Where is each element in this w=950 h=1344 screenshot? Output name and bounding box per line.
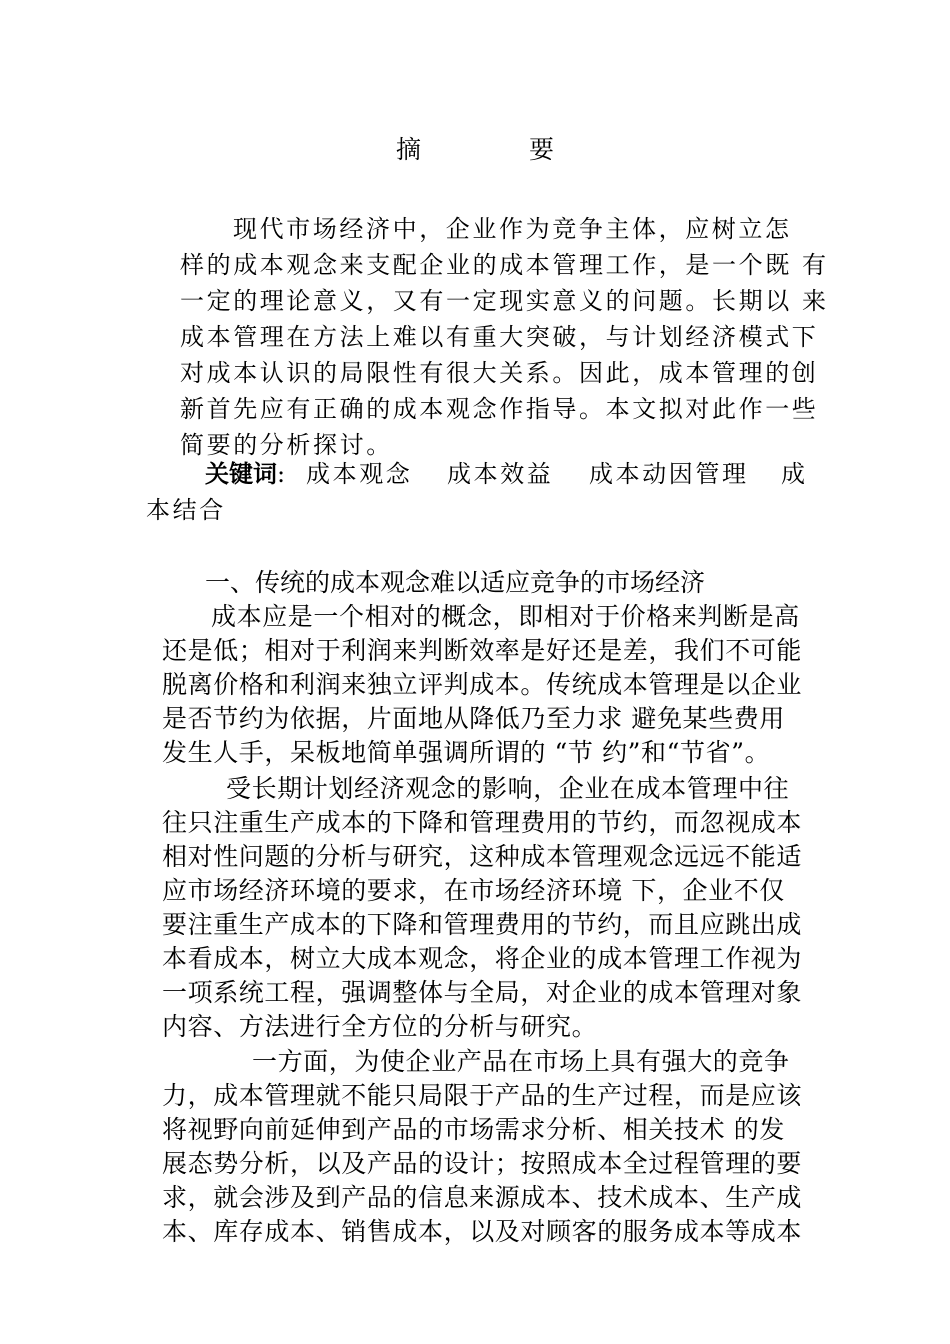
keywords-separator: : (277, 460, 288, 488)
paragraph-line: 发生人手，呆板地简单强调所谓的 “节 约”和“节省”。 (162, 738, 771, 767)
abstract-line: 样的成本观念来支配企业的成本管理工作，是一个既 有 (180, 251, 829, 279)
section-heading: 一、传统的成本观念难以适应竞争的市场经济 (205, 568, 706, 597)
paragraph-line: 受长期计划经济观念的影响，企业在成本管理中往 (226, 774, 790, 803)
abstract-line: 成本管理在方法上难以有重大突破，与计划经济模式下 (180, 323, 819, 351)
paragraph-line: 往只注重生产成本的下降和管理费用的节约，而忽视成本 (162, 808, 803, 837)
paragraph-line: 还是低；相对于利润来判断效率是好还是差，我们不可能 (162, 636, 803, 665)
abstract-line: 新首先应有正确的成本观念作指导。本文拟对此作一些 (180, 395, 819, 423)
paragraph-line: 脱离价格和利润来独立评判成本。传统成本管理是以企业 (162, 670, 803, 699)
paragraph-line: 一项系统工程，强调整体与全局，对企业的成本管理对象 (162, 978, 803, 1007)
keyword-item: 成本观念 (306, 460, 413, 488)
keyword-item: 成本效益 (447, 460, 554, 488)
paragraph-line: 求，就会涉及到产品的信息来源成本、技术成本、生产成 (162, 1183, 803, 1212)
keywords-continuation: 本结合 (146, 496, 226, 524)
paragraph-line: 相对性问题的分析与研究，这种成本管理观念远远不能适 (162, 842, 803, 871)
paragraph-line: 力，成本管理就不能只局限于产品的生产过程，而是应该 (162, 1081, 803, 1110)
abstract-line: 现代市场经济中，企业作为竞争主体，应树立怎 (233, 215, 792, 243)
paragraph-line: 是否节约为依据，片面地从降低乃至力求 避免某些费用 (162, 704, 785, 733)
paragraph-line: 本、库存成本、销售成本，以及对顾客的服务成本等成本 (162, 1217, 803, 1246)
keywords-label: 关键词 (205, 460, 277, 488)
paragraph-line: 要注重生产成本的下降和管理费用的节约，而且应跳出成 (162, 910, 803, 939)
keyword-item: 成 (781, 460, 808, 488)
page-title: 摘要 (395, 135, 662, 164)
keyword-item: 成本动因管理 (589, 460, 749, 488)
paragraph-line: 将视野向前延伸到产品的市场需求分析、相关技术 的发 (162, 1115, 785, 1144)
abstract-line: 对成本认识的局限性有很大关系。因此，成本管理的创 (180, 359, 819, 387)
abstract-line: 一定的理论意义，又有一定现实意义的问题。长期以 来 (180, 287, 829, 315)
paragraph-line: 应市场经济环境的要求，在市场经济环境 下，企业不仅 (162, 876, 785, 905)
paragraph-line: 一方面，为使企业产品在市场上具有强大的竞争 (252, 1047, 790, 1076)
paragraph-line: 成本应是一个相对的概念，即相对于价格来判断是高 (211, 602, 800, 631)
paragraph-line: 本看成本，树立大成本观念，将企业的成本管理工作视为 (162, 944, 803, 973)
paragraph-line: 展态势分析，以及产品的设计；按照成本全过程管理的要 (162, 1149, 803, 1178)
abstract-line: 简要的分析探讨。 (180, 431, 393, 459)
paragraph-line: 内容、方法进行全方位的分析与研究。 (162, 1012, 598, 1041)
